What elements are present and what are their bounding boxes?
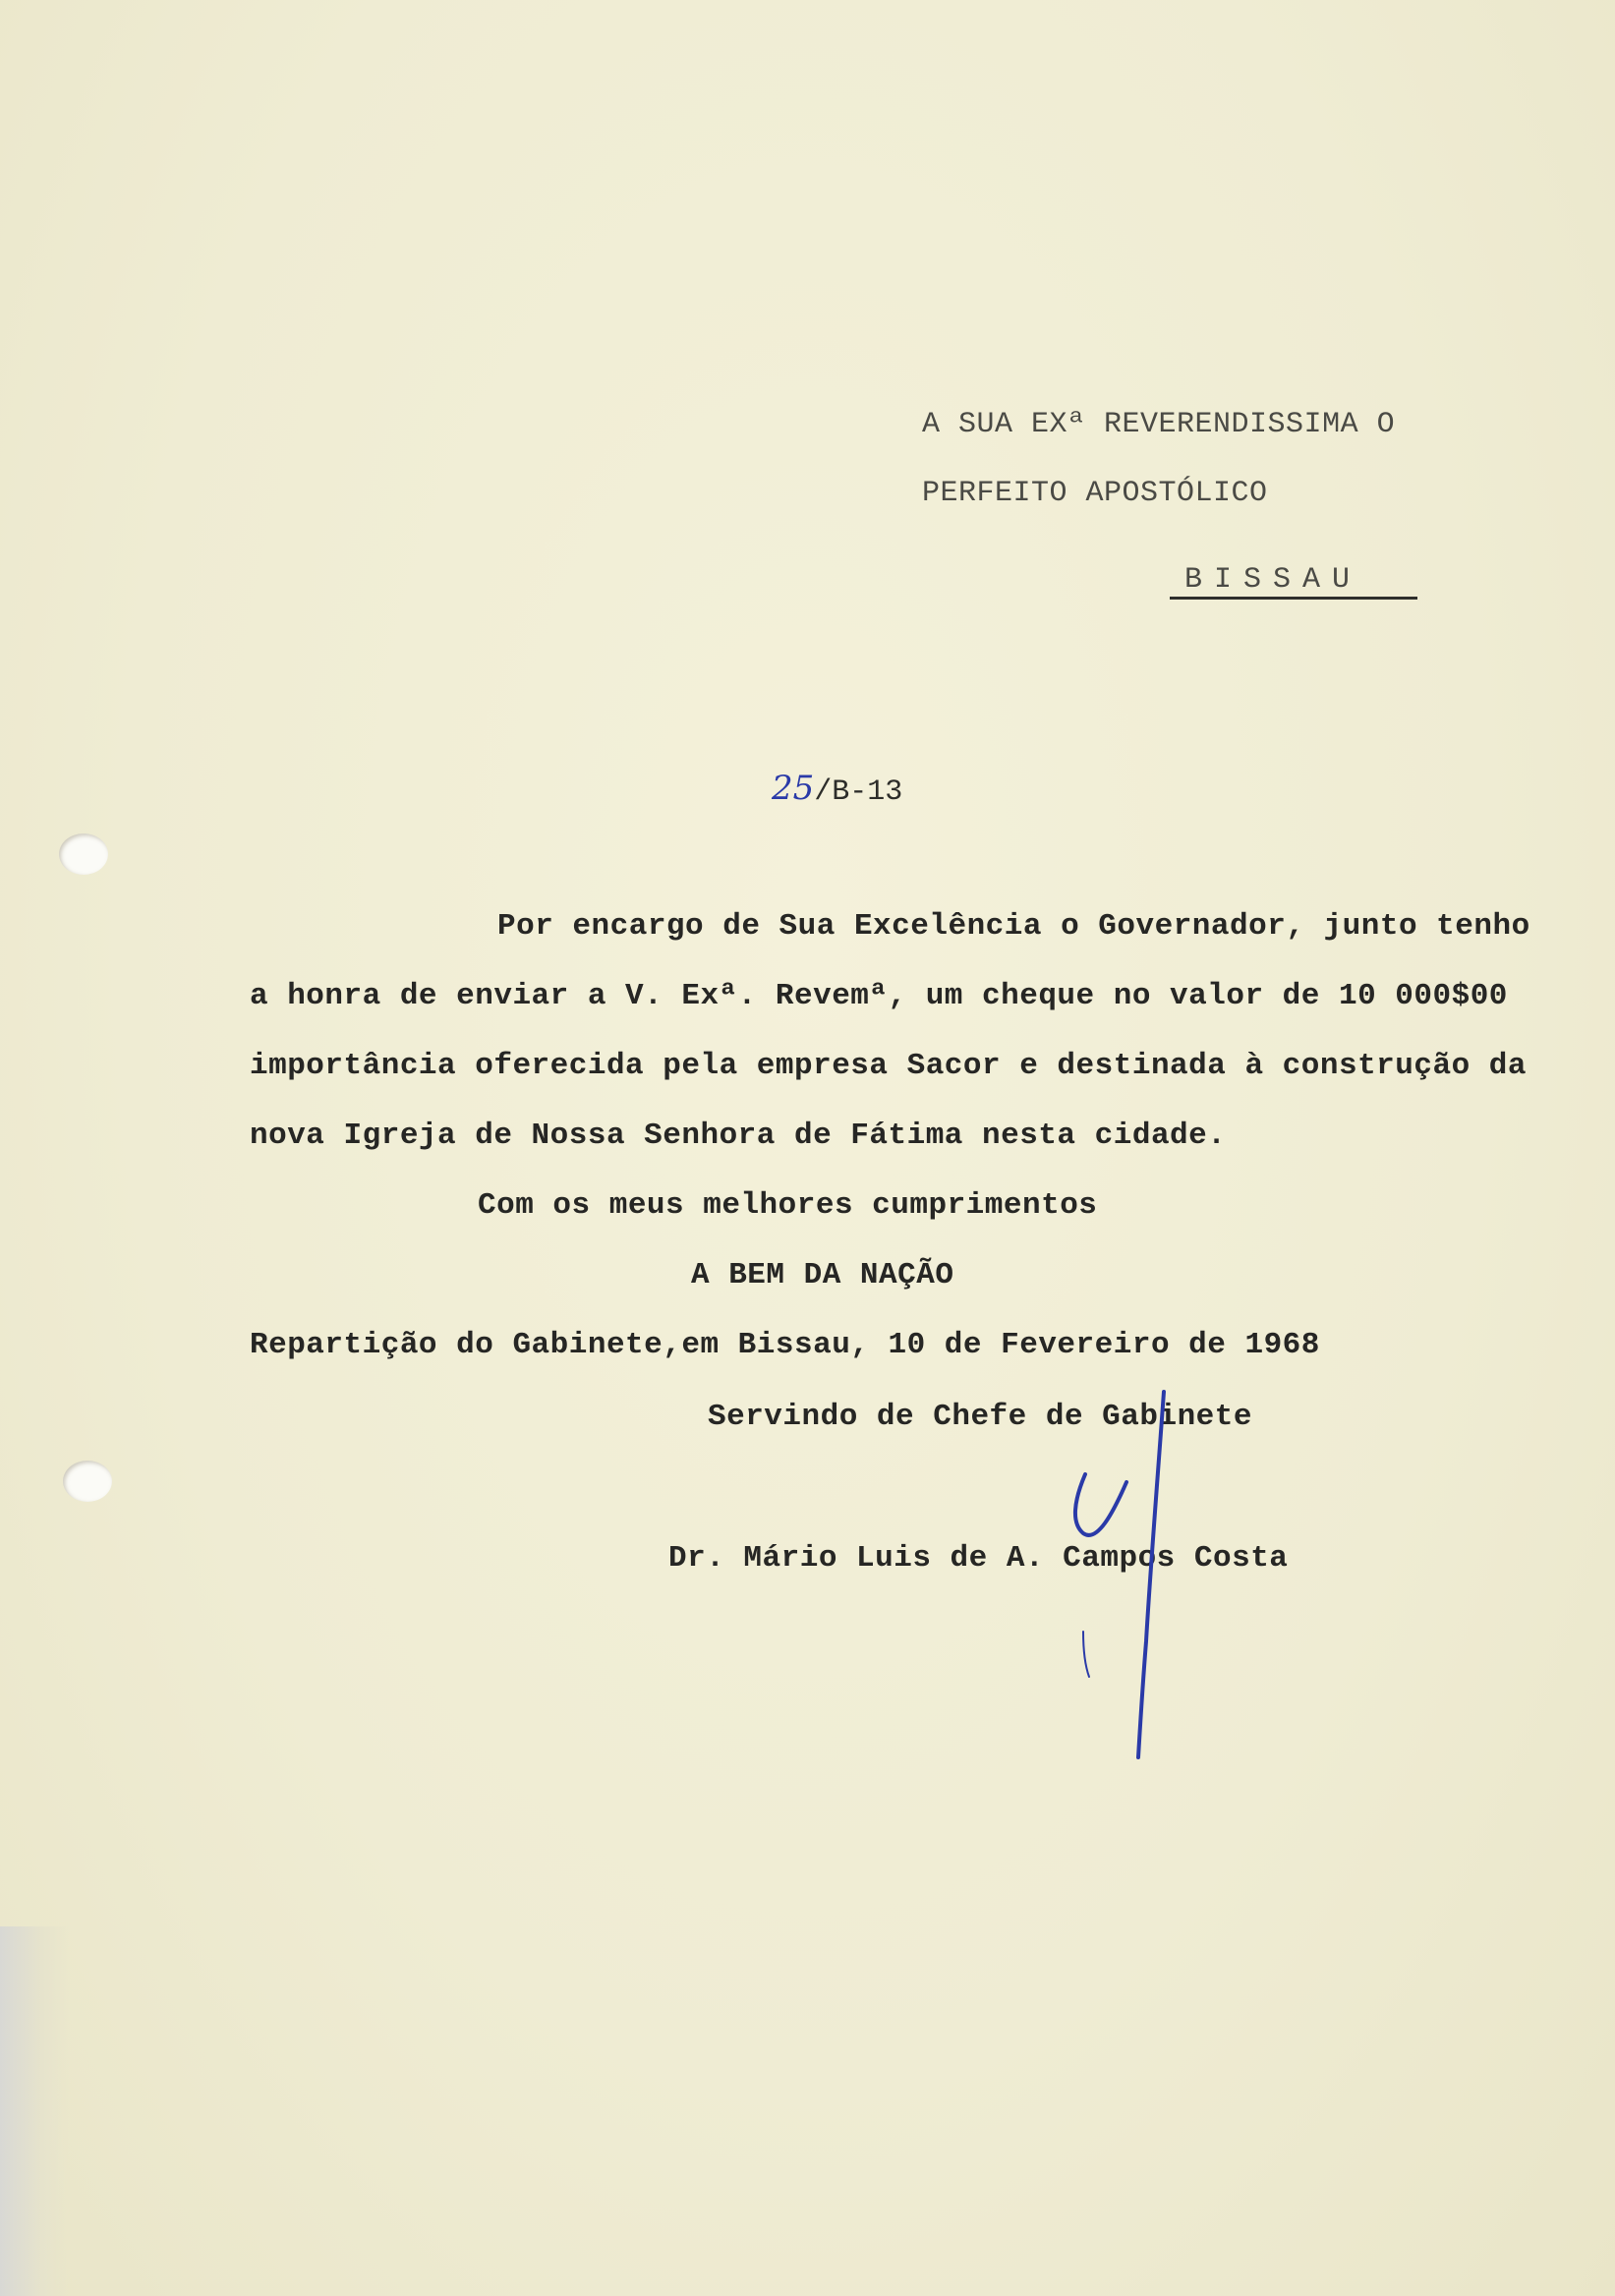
reference-number xyxy=(772,769,902,809)
closing-greeting: Com os meus melhores cumprimentos xyxy=(478,1188,1098,1223)
closing-place-date: Repartição do Gabinete,em Bissau, 10 de Fevereiro de 1968 xyxy=(250,1328,1320,1362)
body-line-1: Por encargo de Sua Excelência o Governador, junto tenho xyxy=(497,909,1530,944)
reference-code: /B-13 xyxy=(814,775,903,809)
body-line-2: a honra de enviar a V. Exª. Revemª, um cheque no valor de 10 000$00 xyxy=(250,979,1508,1013)
recipient-city-underline xyxy=(1170,597,1417,600)
signature-tick xyxy=(1083,1632,1089,1677)
handwritten-signature xyxy=(1062,1386,1180,1769)
handwritten-number: 25 xyxy=(772,769,815,808)
punch-hole-top xyxy=(59,833,108,875)
body-line-4: nova Igreja de Nossa Senhora de Fátima nesta cidade. xyxy=(250,1119,1227,1153)
punch-hole-bottom xyxy=(63,1461,112,1502)
closing-motto: A BEM DA NAÇÃO xyxy=(691,1258,954,1292)
recipient-line-2: PERFEITO APOSTÓLICO xyxy=(922,477,1268,510)
signature-stroke xyxy=(1138,1392,1164,1757)
recipient-city: BISSAU xyxy=(1184,563,1362,597)
recipient-line-1: A SUA EXª REVERENDISSIMA O xyxy=(922,408,1396,441)
signature-loop xyxy=(1075,1474,1126,1535)
body-line-3: importância oferecida pela empresa Sacor e destinada à construção da xyxy=(250,1049,1528,1083)
page-edge-shadow xyxy=(0,1926,69,2296)
signatory-name: Dr. Mário Luis de A. Campos Costa xyxy=(668,1541,1289,1576)
signatory-role: Servindo de Chefe de Gabinete xyxy=(708,1400,1252,1434)
